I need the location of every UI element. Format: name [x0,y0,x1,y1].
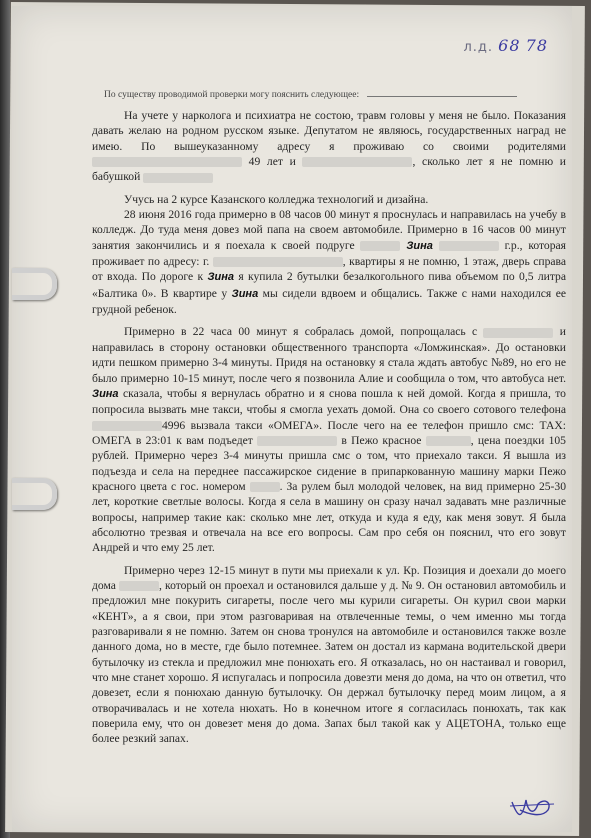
paragraph-text: в Пежо красное [341,433,422,447]
paragraph-text: и направилась в сторону остановки общественного транспорта «Ломжинская». До остановки идти пешком примерно 3-4 минуты. Придя на остановку я стала ждать автобус №89, но его не было примерно 10-15 минут, после чего я позвонила Алие и сообщила о том, что автобуса нет. [92,325,566,385]
paragraph-text: , цена поездки 105 рублей. Примерно через 3-4 минуты пришла смс о том, что приехало такси. Я вышла из подъезда и села на переднее пассажирское сидение в припаркованную машину марки Пежо красного цвета с гос. номером [92,433,566,493]
redaction [439,241,499,251]
paragraph-text: Учусь на 2 курсе Казанского колледжа технологий и дизайна. [124,192,429,206]
redaction [213,257,343,267]
paragraph-text: , квартиры я не помню, 1 этаж, дверь справа от входа. По дороге к [92,255,566,284]
paragraph-2 [92,192,566,207]
binder-ring-top [12,268,57,300]
paragraph-text: 28 июня 2016 года примерно в 08 часов 00 минут я проснулась и направилась на учебу в колледж. До туда меня довез мой папа на своем автомобиле. Примерно в 16 часов 00 минут занятия закончились и я поехала к своей подруге [92,208,566,252]
redaction [119,581,159,591]
paragraph-1 [92,108,566,185]
page-number-second: 78 [525,36,548,55]
redaction [250,482,280,492]
page-number-handwritten: 68 [498,36,521,55]
intro-text: По существу проводимой проверки могу пояснить следующее: [104,90,360,100]
name-marker: Зина [231,287,259,300]
paragraph-text: 49 лет и [248,155,296,169]
paragraph-text: . За рулем был молодой человек, на вид примерно 25-30 лет, короткие светлые волосы. Когда я села в машину он сразу начал задавать мне различные вопросы, например такие как: сколько мне лет, откуда и куда я еду, как меня зовут. Я была абсолютно трезвая и отвечала на все его вопросы. Сам про себя он пояснил, что его зовут Андрей и что ему 25 лет. [92,479,567,555]
paragraph-text: сказала, чтобы я вернулась обратно и я снова пошла к ней домой. Когда я пришла, то попросила вызвать мне такси, чтобы я смогла уехать домой. Она со своего сотового телефона [92,386,566,417]
redaction [302,157,412,167]
paragraph-text: , который он проехал и остановился дальше у д. № 9. Он остановил автомобиль и предложил мне покурить сигареты, после чего мы курили сигареты. Он курил свои марки «КЕНТ», а я свои, при этом разговаривая на отвлеченные темы, о чем именно мы тогда разговаривали я не помню. Затем он снова тронулся на автомобиле и остановился также возле данного дома, но в месте, где было потемнее. Затем он достал из кармана водительской двери бутылочку из стекла и предложил мне понюхать его. Я отказалась, но он настаивал и говорил, что мне станет хорошо. Я испугалась и попросила довезти меня до дома, на что он ответил, что довезет, если я понюхаю данную бутылочку. Он держал бутылочку перед моим лицом, а я отворачивалась и не хотела нюхать. Но в конечном итоге я согласилась понюхать, так как поверила ему, что он довезет меня до дома. Запах был такой как у АЦЕТОНА, только еще более резкий запах. [92,578,566,746]
name-marker: Зина [406,239,433,252]
page-number-prefix: л.д. [463,40,493,55]
paragraph-text: я купила 2 бутылки безалкогольного пива объемом по 0,5 литра «Балтика 0». В квартире у [92,270,566,300]
paragraph-text: 4996 вызвала такси «ОМЕГА». После чего на ее телефон пришло смс: ТАХ: ОМЕГА в 23:01 к вам подъедет [92,418,566,447]
redaction [426,436,471,446]
paragraph-text: мы сидели вдвоем и общались. Также с нами находился ее грудной ребенок. [92,286,567,317]
binder-ring-bottom [12,478,57,510]
page-number [463,36,548,55]
statement-body [92,108,566,747]
paragraph-4 [92,324,566,555]
document-page [12,6,572,832]
redaction [483,328,553,338]
redaction [92,157,242,167]
intro-blank-line [367,96,517,97]
name-marker: Зина [207,271,234,284]
redaction [360,241,400,251]
signature-scribble [508,792,558,822]
paragraph-3 [92,207,566,317]
paragraph-text: , сколько лет я не помню и бабушкой [92,155,567,184]
paragraph-text: Примерно через 12-15 минут в пути мы приехали к ул. Кр. Позиция и доехали до моего дома [92,563,566,592]
redaction [143,173,213,183]
paragraph-text: г.р., которая проживает по адресу: г. [92,238,567,269]
redaction [92,421,162,431]
intro-line [104,90,560,100]
name-marker: Зина [92,387,119,400]
paragraph-text: Примерно в 22 часа 00 минут я собралась домой, попрощалась с [124,325,478,339]
paragraph-5 [92,563,566,747]
redaction [257,436,337,446]
paragraph-text: На учете у нарколога и психиатра не состою, травм головы у меня не было. Показания давать желаю на родном русском языке. Депутатом не являюсь, государственных наград не имею. По вышеуказанному адресу я проживаю со своими родителями [92,109,566,153]
